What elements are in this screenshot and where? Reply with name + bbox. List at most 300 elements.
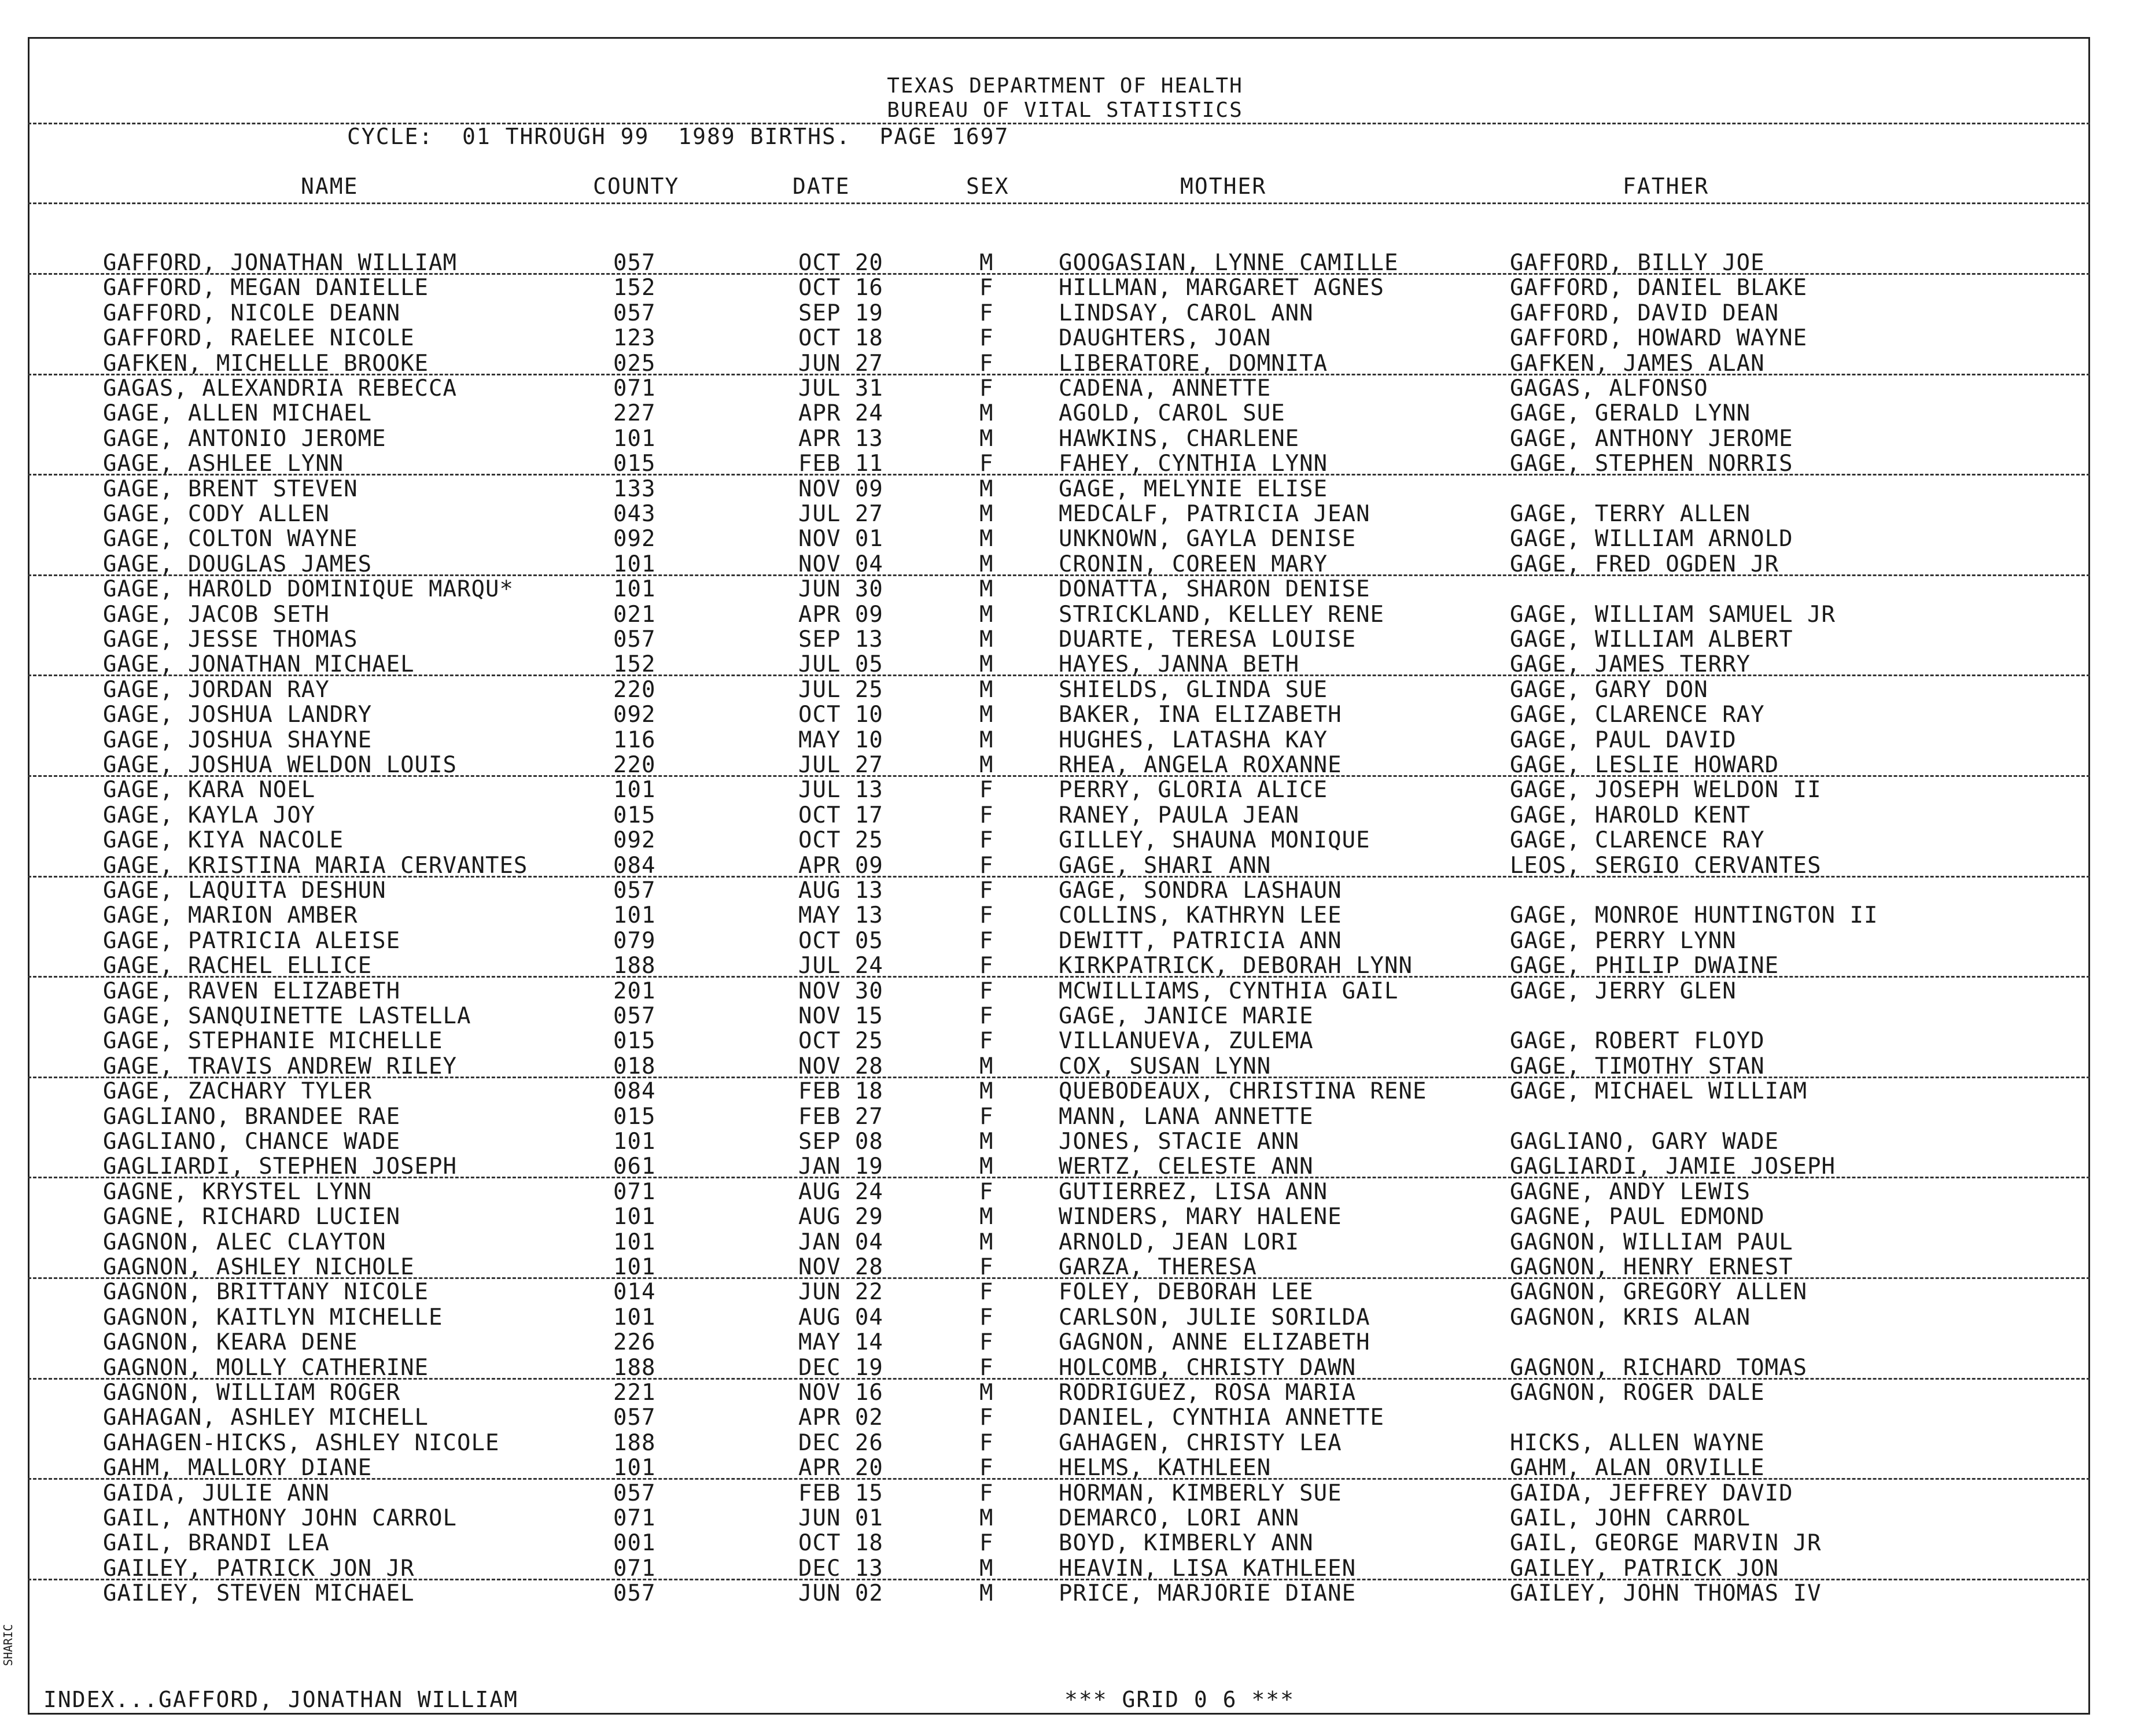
record-sex: M <box>979 1078 994 1104</box>
record-date: NOV 28 <box>798 1053 883 1079</box>
record-county: 092 <box>613 702 656 728</box>
record-father: GAFFORD, DANIEL BLAKE <box>1510 275 1808 301</box>
record-father: GAGE, CLARENCE RAY <box>1510 827 1765 853</box>
record-name: GAGNON, BRITTANY NICOLE <box>103 1279 429 1305</box>
record-sex: F <box>979 275 994 301</box>
record-sex: F <box>979 1003 994 1029</box>
record-name: GAGAS, ALEXANDRIA REBECCA <box>103 375 457 401</box>
record-father: GAGLIANO, GARY WADE <box>1510 1129 1779 1155</box>
group-separator <box>28 1478 2090 1480</box>
record-mother: PRICE, MARJORIE DIANE <box>1059 1580 1357 1606</box>
record-date: NOV 04 <box>798 551 883 577</box>
record-date: FEB 27 <box>798 1104 883 1130</box>
record-row <box>0 1003 2130 1028</box>
record-row <box>0 1279 2130 1304</box>
record-date: JUL 27 <box>798 501 883 527</box>
record-name: GAGE, JESSE THOMAS <box>103 626 358 653</box>
record-county: 092 <box>613 827 656 853</box>
record-mother: MANN, LANA ANNETTE <box>1059 1104 1314 1130</box>
record-mother: KIRKPATRICK, DEBORAH LYNN <box>1059 953 1413 979</box>
record-row <box>0 1229 2130 1254</box>
record-county: 133 <box>613 476 656 502</box>
record-father: GAILEY, PATRICK JON <box>1510 1556 1779 1582</box>
record-name: GAGE, JOSHUA SHAYNE <box>103 727 373 753</box>
record-name: GAGE, KRISTINA MARIA CERVANTES <box>103 853 528 879</box>
record-mother: DAUGHTERS, JOAN <box>1059 325 1272 351</box>
record-row <box>0 1028 2130 1053</box>
record-name: GAGNON, MOLLY CATHERINE <box>103 1355 429 1381</box>
record-name: GAGE, PATRICIA ALEISE <box>103 928 401 954</box>
record-date: AUG 13 <box>798 878 883 904</box>
record-name: GAGE, COLTON WAYNE <box>103 526 358 552</box>
record-row <box>0 400 2130 425</box>
record-sex: F <box>979 1028 994 1054</box>
record-name: GAGNE, KRYSTEL LYNN <box>103 1179 373 1205</box>
record-date: OCT 25 <box>798 827 883 853</box>
record-mother: SHIELDS, GLINDA SUE <box>1059 677 1328 703</box>
record-date: OCT 20 <box>798 250 883 276</box>
record-sex: F <box>979 1430 994 1456</box>
agency-title: TEXAS DEPARTMENT OF HEALTH <box>887 74 1243 98</box>
record-mother: MCWILLIAMS, CYNTHIA GAIL <box>1059 978 1399 1004</box>
record-county: 084 <box>613 1078 656 1104</box>
record-name: GAGE, LAQUITA DESHUN <box>103 878 386 904</box>
col-header-county: COUNTY <box>593 174 680 199</box>
record-date: JUL 25 <box>798 677 883 703</box>
record-father: GAGE, ROBERT FLOYD <box>1510 1028 1765 1054</box>
record-county: 101 <box>613 1204 656 1230</box>
col-header-sex: SEX <box>966 174 1009 199</box>
record-sex: F <box>979 300 994 326</box>
record-county: 188 <box>613 1355 656 1381</box>
record-name: GAFFORD, MEGAN DANIELLE <box>103 275 429 301</box>
record-sex: M <box>979 551 994 577</box>
record-date: NOV 16 <box>798 1380 883 1406</box>
col-header-father: FATHER <box>1623 174 1709 199</box>
record-row <box>0 953 2130 978</box>
record-county: 057 <box>613 1405 656 1431</box>
record-father: GAGE, GARY DON <box>1510 677 1708 703</box>
record-mother: CADENA, ANNETTE <box>1059 375 1272 401</box>
record-date: JUN 27 <box>798 351 883 377</box>
record-father: GAGNON, ROGER DALE <box>1510 1380 1765 1406</box>
record-row <box>0 1530 2130 1555</box>
record-county: 227 <box>613 400 656 426</box>
record-mother: WERTZ, CELESTE ANN <box>1059 1153 1314 1180</box>
record-name: GAGE, STEPHANIE MICHELLE <box>103 1028 443 1054</box>
record-county: 057 <box>613 878 656 904</box>
record-mother: COX, SUSAN LYNN <box>1059 1053 1272 1079</box>
record-sex: M <box>979 250 994 276</box>
record-sex: M <box>979 602 994 628</box>
record-father: GAGNON, RICHARD TOMAS <box>1510 1355 1808 1381</box>
record-date: OCT 10 <box>798 702 883 728</box>
record-mother: PERRY, GLORIA ALICE <box>1059 777 1328 803</box>
record-date: NOV 28 <box>798 1254 883 1280</box>
record-date: OCT 18 <box>798 1530 883 1556</box>
record-row <box>0 1078 2130 1103</box>
record-name: GAGE, CODY ALLEN <box>103 501 330 527</box>
record-mother: JONES, STACIE ANN <box>1059 1129 1300 1155</box>
record-sex: M <box>979 1053 994 1079</box>
record-row <box>0 1053 2130 1078</box>
record-mother: BOYD, KIMBERLY ANN <box>1059 1530 1314 1556</box>
record-row <box>0 1480 2130 1505</box>
record-date: FEB 18 <box>798 1078 883 1104</box>
record-sex: M <box>979 677 994 703</box>
record-row <box>0 1355 2130 1380</box>
record-name: GAHM, MALLORY DIANE <box>103 1455 373 1481</box>
record-date: DEC 26 <box>798 1430 883 1456</box>
record-date: NOV 01 <box>798 526 883 552</box>
record-mother: HAYES, JANNA BETH <box>1059 651 1300 677</box>
record-county: 015 <box>613 451 656 477</box>
record-father: GAGE, HAROLD KENT <box>1510 802 1751 828</box>
record-mother: GAGE, MELYNIE ELISE <box>1059 476 1328 502</box>
record-mother: DEWITT, PATRICIA ANN <box>1059 928 1342 954</box>
record-name: GAGNON, ALEC CLAYTON <box>103 1229 386 1255</box>
record-date: MAY 10 <box>798 727 883 753</box>
record-sex: M <box>979 526 994 552</box>
record-date: APR 09 <box>798 602 883 628</box>
record-mother: QUEBODEAUX, CHRISTINA RENE <box>1059 1078 1427 1104</box>
record-county: 092 <box>613 526 656 552</box>
record-name: GAGE, HAROLD DOMINIQUE MARQU* <box>103 576 514 602</box>
record-county: 071 <box>613 375 656 401</box>
record-row <box>0 1179 2130 1204</box>
record-county: 101 <box>613 551 656 577</box>
record-father: GAGE, MICHAEL WILLIAM <box>1510 1078 1808 1104</box>
record-name: GAGE, ASHLEE LYNN <box>103 451 344 477</box>
record-county: 057 <box>613 250 656 276</box>
record-father: GAFFORD, HOWARD WAYNE <box>1510 325 1808 351</box>
record-county: 084 <box>613 853 656 879</box>
record-sex: M <box>979 1129 994 1155</box>
record-mother: COLLINS, KATHRYN LEE <box>1059 902 1342 928</box>
record-sex: F <box>979 928 994 954</box>
record-father: GAGE, WILLIAM SAMUEL JR <box>1510 602 1836 628</box>
col-header-mother: MOTHER <box>1180 174 1267 199</box>
record-date: AUG 29 <box>798 1204 883 1230</box>
record-sex: M <box>979 727 994 753</box>
record-mother: DANIEL, CYNTHIA ANNETTE <box>1059 1405 1385 1431</box>
record-row <box>0 651 2130 676</box>
record-name: GAGE, JACOB SETH <box>103 602 330 628</box>
record-county: 101 <box>613 576 656 602</box>
record-name: GAHAGEN-HICKS, ASHLEY NICOLE <box>103 1430 500 1456</box>
record-row <box>0 1380 2130 1405</box>
record-date: AUG 04 <box>798 1304 883 1330</box>
record-row <box>0 250 2130 275</box>
record-sex: F <box>979 878 994 904</box>
record-row <box>0 677 2130 702</box>
record-mother: GAGE, SHARI ANN <box>1059 853 1272 879</box>
record-name: GAGE, DOUGLAS JAMES <box>103 551 373 577</box>
record-father: GAGNE, ANDY LEWIS <box>1510 1179 1751 1205</box>
record-father: GAGLIARDI, JAMIE JOSEPH <box>1510 1153 1836 1180</box>
record-sex: M <box>979 651 994 677</box>
group-separator <box>28 976 2090 978</box>
record-sex: M <box>979 1204 994 1230</box>
record-date: DEC 13 <box>798 1556 883 1582</box>
record-county: 057 <box>613 1580 656 1606</box>
record-name: GAGE, MARION AMBER <box>103 902 358 928</box>
record-father: GAGNE, PAUL EDMOND <box>1510 1204 1765 1230</box>
record-county: 021 <box>613 602 656 628</box>
record-father: GAIDA, JEFFREY DAVID <box>1510 1480 1793 1506</box>
record-mother: RANEY, PAULA JEAN <box>1059 802 1300 828</box>
record-date: OCT 16 <box>798 275 883 301</box>
record-name: GAGNON, WILLIAM ROGER <box>103 1380 401 1406</box>
record-date: OCT 17 <box>798 802 883 828</box>
record-name: GAGNON, KAITLYN MICHELLE <box>103 1304 443 1330</box>
record-row <box>0 702 2130 727</box>
record-mother: FAHEY, CYNTHIA LYNN <box>1059 451 1328 477</box>
record-mother: CARLSON, JULIE SORILDA <box>1059 1304 1370 1330</box>
record-mother: GAGE, JANICE MARIE <box>1059 1003 1314 1029</box>
record-county: 057 <box>613 1480 656 1506</box>
record-mother: RHEA, ANGELA ROXANNE <box>1059 752 1342 778</box>
record-county: 116 <box>613 727 656 753</box>
record-row <box>0 1104 2130 1129</box>
record-row <box>0 576 2130 601</box>
record-sex: F <box>979 1405 994 1431</box>
record-date: NOV 15 <box>798 1003 883 1029</box>
record-sex: F <box>979 953 994 979</box>
record-father: GAGNON, HENRY ERNEST <box>1510 1254 1793 1280</box>
record-father: GAGNON, KRIS ALAN <box>1510 1304 1751 1330</box>
record-name: GAGE, KIYA NACOLE <box>103 827 344 853</box>
record-father: GAIL, JOHN CARROL <box>1510 1505 1751 1531</box>
record-county: 220 <box>613 752 656 778</box>
record-father: GAGAS, ALFONSO <box>1510 375 1708 401</box>
record-row <box>0 827 2130 852</box>
record-mother: LINDSAY, CAROL ANN <box>1059 300 1314 326</box>
record-mother: GAGNON, ANNE ELIZABETH <box>1059 1329 1370 1355</box>
record-sex: M <box>979 576 994 602</box>
record-mother: DEMARCO, LORI ANN <box>1059 1505 1300 1531</box>
record-county: 220 <box>613 677 656 703</box>
record-sex: M <box>979 626 994 653</box>
record-sex: F <box>979 1279 994 1305</box>
record-sex: F <box>979 802 994 828</box>
record-county: 001 <box>613 1530 656 1556</box>
record-father: GAGE, TIMOTHY STAN <box>1510 1053 1765 1079</box>
record-county: 201 <box>613 978 656 1004</box>
record-county: 101 <box>613 1129 656 1155</box>
record-date: AUG 24 <box>798 1179 883 1205</box>
record-mother: HAWKINS, CHARLENE <box>1059 426 1300 452</box>
record-county: 015 <box>613 1104 656 1130</box>
record-date: OCT 18 <box>798 325 883 351</box>
record-county: 152 <box>613 651 656 677</box>
record-father: GAGE, LESLIE HOWARD <box>1510 752 1779 778</box>
record-date: JUL 13 <box>798 777 883 803</box>
record-sex: F <box>979 1254 994 1280</box>
record-father: GAGE, PERRY LYNN <box>1510 928 1737 954</box>
record-sex: F <box>979 1179 994 1205</box>
record-date: JUL 27 <box>798 752 883 778</box>
record-mother: GUTIERREZ, LISA ANN <box>1059 1179 1328 1205</box>
record-row <box>0 476 2130 501</box>
bureau-title: BUREAU OF VITAL STATISTICS <box>887 98 1243 122</box>
record-row <box>0 1505 2130 1530</box>
record-sex: M <box>979 476 994 502</box>
record-mother: GARZA, THERESA <box>1059 1254 1257 1280</box>
record-sex: F <box>979 375 994 401</box>
record-row <box>0 1430 2130 1455</box>
record-father: GAGNON, WILLIAM PAUL <box>1510 1229 1793 1255</box>
record-sex: F <box>979 1455 994 1481</box>
record-father: GAGE, ANTHONY JEROME <box>1510 426 1793 452</box>
record-sex: F <box>979 1304 994 1330</box>
record-name: GAGE, SANQUINETTE LASTELLA <box>103 1003 471 1029</box>
record-county: 043 <box>613 501 656 527</box>
record-row <box>0 626 2130 651</box>
record-sex: F <box>979 1530 994 1556</box>
record-date: JAN 04 <box>798 1229 883 1255</box>
record-county: 018 <box>613 1053 656 1079</box>
record-father: GAGE, TERRY ALLEN <box>1510 501 1751 527</box>
record-father: GAGE, WILLIAM ALBERT <box>1510 626 1793 653</box>
record-row <box>0 1405 2130 1429</box>
record-father: GAGE, JERRY GLEN <box>1510 978 1737 1004</box>
record-sex: M <box>979 702 994 728</box>
record-mother: DUARTE, TERESA LOUISE <box>1059 626 1357 653</box>
record-date: SEP 13 <box>798 626 883 653</box>
record-sex: F <box>979 1329 994 1355</box>
record-mother: MEDCALF, PATRICIA JEAN <box>1059 501 1370 527</box>
column-header-rule <box>28 202 2090 204</box>
record-county: 015 <box>613 1028 656 1054</box>
record-mother: ARNOLD, JEAN LORI <box>1059 1229 1300 1255</box>
record-father: GAGE, MONROE HUNTINGTON II <box>1510 902 1878 928</box>
record-row <box>0 802 2130 827</box>
record-date: FEB 11 <box>798 451 883 477</box>
record-father: GAILEY, JOHN THOMAS IV <box>1510 1580 1822 1606</box>
record-sex: F <box>979 902 994 928</box>
record-county: 123 <box>613 325 656 351</box>
record-row <box>0 752 2130 777</box>
record-name: GAGE, JORDAN RAY <box>103 677 330 703</box>
record-sex: M <box>979 752 994 778</box>
record-date: JUN 30 <box>798 576 883 602</box>
record-county: 152 <box>613 275 656 301</box>
record-row <box>0 551 2130 576</box>
record-father: GAGE, PHILIP DWAINE <box>1510 953 1779 979</box>
record-mother: WINDERS, MARY HALENE <box>1059 1204 1342 1230</box>
record-sex: F <box>979 1480 994 1506</box>
record-name: GAILEY, STEVEN MICHAEL <box>103 1580 415 1606</box>
record-sex: F <box>979 777 994 803</box>
record-date: OCT 05 <box>798 928 883 954</box>
record-mother: RODRIGUEZ, ROSA MARIA <box>1059 1380 1357 1406</box>
record-mother: HORMAN, KIMBERLY SUE <box>1059 1480 1342 1506</box>
record-father: GAGE, JAMES TERRY <box>1510 651 1751 677</box>
record-county: 014 <box>613 1279 656 1305</box>
record-mother: CRONIN, COREEN MARY <box>1059 551 1328 577</box>
record-mother: VILLANUEVA, ZULEMA <box>1059 1028 1314 1054</box>
record-father: GAGE, FRED OGDEN JR <box>1510 551 1779 577</box>
record-row <box>0 777 2130 802</box>
record-date: SEP 19 <box>798 300 883 326</box>
record-row <box>0 1304 2130 1329</box>
record-mother: GOOGASIAN, LYNNE CAMILLE <box>1059 250 1399 276</box>
record-father: GAFKEN, JAMES ALAN <box>1510 351 1765 377</box>
record-row <box>0 602 2130 626</box>
record-row <box>0 878 2130 902</box>
record-date: NOV 09 <box>798 476 883 502</box>
record-sex: F <box>979 853 994 879</box>
record-date: NOV 30 <box>798 978 883 1004</box>
record-county: 226 <box>613 1329 656 1355</box>
header-rule <box>28 123 2090 124</box>
record-father: LEOS, SERGIO CERVANTES <box>1510 853 1822 879</box>
record-date: JUN 02 <box>798 1580 883 1606</box>
record-row <box>0 1129 2130 1153</box>
cycle-line: CYCLE: 01 THROUGH 99 1989 BIRTHS. PAGE 1697 <box>347 124 1009 149</box>
record-row <box>0 727 2130 752</box>
record-row <box>0 1329 2130 1354</box>
record-county: 071 <box>613 1556 656 1582</box>
record-name: GAIDA, JULIE ANN <box>103 1480 330 1506</box>
record-name: GAGE, ANTONIO JEROME <box>103 426 386 452</box>
record-name: GAGLIARDI, STEPHEN JOSEPH <box>103 1153 457 1180</box>
record-name: GAGE, KARA NOEL <box>103 777 316 803</box>
record-sex: F <box>979 451 994 477</box>
record-mother: HUGHES, LATASHA KAY <box>1059 727 1328 753</box>
record-row <box>0 1455 2130 1480</box>
record-mother: GAGE, SONDRA LASHAUN <box>1059 878 1342 904</box>
record-name: GAGNON, ASHLEY NICHOLE <box>103 1254 415 1280</box>
record-sex: M <box>979 1556 994 1582</box>
record-name: GAGE, KAYLA JOY <box>103 802 316 828</box>
record-sex: F <box>979 325 994 351</box>
record-row <box>0 426 2130 451</box>
record-sex: F <box>979 351 994 377</box>
record-row <box>0 978 2130 1003</box>
record-sex: M <box>979 1153 994 1180</box>
record-sex: M <box>979 1505 994 1531</box>
record-mother: HILLMAN, MARGARET AGNES <box>1059 275 1385 301</box>
record-sex: F <box>979 1104 994 1130</box>
record-date: APR 13 <box>798 426 883 452</box>
record-county: 101 <box>613 1455 656 1481</box>
record-date: APR 02 <box>798 1405 883 1431</box>
record-county: 101 <box>613 902 656 928</box>
record-father: GAGE, WILLIAM ARNOLD <box>1510 526 1793 552</box>
record-father: GAGE, GERALD LYNN <box>1510 400 1751 426</box>
record-father: GAIL, GEORGE MARVIN JR <box>1510 1530 1822 1556</box>
group-separator <box>28 474 2090 476</box>
record-date: JUN 22 <box>798 1279 883 1305</box>
record-date: JUN 01 <box>798 1505 883 1531</box>
record-date: FEB 15 <box>798 1480 883 1506</box>
record-sex: F <box>979 1355 994 1381</box>
record-father: GAHM, ALAN ORVILLE <box>1510 1455 1765 1481</box>
record-name: GAGNE, RICHARD LUCIEN <box>103 1204 401 1230</box>
record-sex: F <box>979 978 994 1004</box>
record-county: 071 <box>613 1179 656 1205</box>
record-county: 101 <box>613 1304 656 1330</box>
record-date: APR 20 <box>798 1455 883 1481</box>
record-date: APR 24 <box>798 400 883 426</box>
record-mother: HOLCOMB, CHRISTY DAWN <box>1059 1355 1357 1381</box>
record-name: GAGLIANO, BRANDEE RAE <box>103 1104 401 1130</box>
record-county: 025 <box>613 351 656 377</box>
record-father: GAFFORD, BILLY JOE <box>1510 250 1765 276</box>
record-mother: BAKER, INA ELIZABETH <box>1059 702 1342 728</box>
